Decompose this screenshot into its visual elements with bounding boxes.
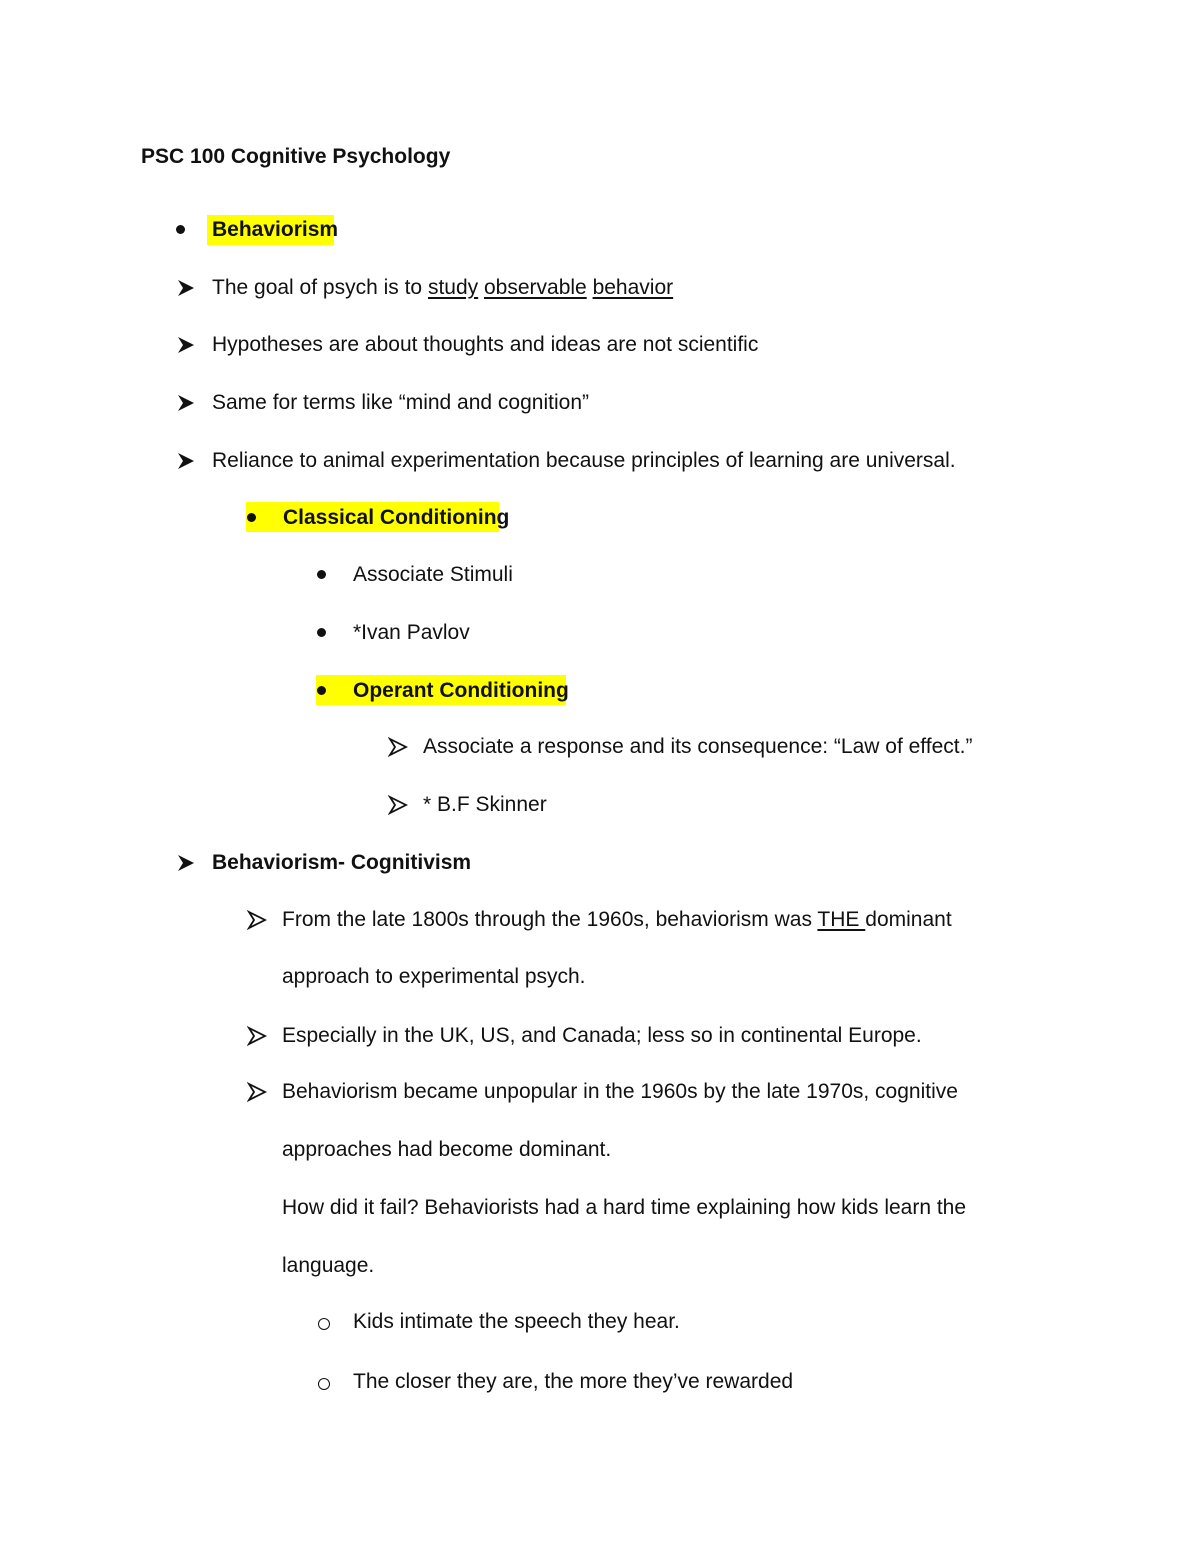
list-item: From the late 1800s through the 1960s, behaviorism was THE dominant	[282, 908, 952, 931]
bullet-dot-icon	[317, 628, 326, 637]
paragraph: language.	[282, 1254, 375, 1277]
list-item: Especially in the UK, US, and Canada; less so in continental Europe.	[282, 1024, 922, 1047]
document-title: PSC 100 Cognitive Psychology	[141, 145, 451, 168]
list-item: Reliance to animal experimentation because principles of learning are universal.	[212, 449, 956, 472]
list-item: Behaviorism became unpopular in the 1960s by the late 1970s, cognitive	[282, 1080, 958, 1103]
arrow-bullet-icon	[388, 737, 408, 757]
arrow-bullet-icon	[176, 335, 196, 355]
list-item: *Ivan Pavlov	[353, 621, 470, 644]
bullet-dot-icon	[176, 225, 185, 234]
arrow-bullet-icon	[176, 393, 196, 413]
list-item-continuation: approach to experimental psych.	[282, 965, 586, 988]
list-item: Associate a response and its consequence: “Law of effect.”	[423, 735, 973, 758]
circle-bullet-icon	[318, 1378, 330, 1390]
arrow-bullet-icon	[176, 278, 196, 298]
list-item: Kids intimate the speech they hear.	[353, 1310, 680, 1333]
arrow-bullet-icon	[176, 451, 196, 471]
arrow-bullet-icon	[247, 1082, 267, 1102]
arrow-bullet-icon	[247, 1026, 267, 1046]
list-item: The goal of psych is to study observable behavior	[212, 276, 674, 299]
list-item: Associate Stimuli	[353, 563, 513, 586]
bullet-dot-icon	[317, 570, 326, 579]
list-item: The closer they are, the more they’ve rewarded	[353, 1370, 794, 1393]
list-item: Behaviorism- Cognitivism	[212, 851, 472, 874]
paragraph: How did it fail? Behaviorists had a hard time explaining how kids learn the	[282, 1196, 967, 1219]
list-item: Same for terms like “mind and cognition”	[212, 391, 589, 414]
list-item: * B.F Skinner	[423, 793, 547, 816]
bullet-dot-icon	[317, 686, 326, 695]
bullet-dot-icon	[247, 513, 256, 522]
list-item: Hypotheses are about thoughts and ideas are not scientific	[212, 333, 759, 356]
list-item: Operant Conditioning	[353, 679, 569, 702]
list-item-continuation: approaches had become dominant.	[282, 1138, 612, 1161]
list-item: Behaviorism	[212, 218, 339, 241]
arrow-bullet-icon	[388, 795, 408, 815]
circle-bullet-icon	[318, 1318, 330, 1330]
arrow-bullet-icon	[247, 910, 267, 930]
arrow-bullet-icon	[176, 853, 196, 873]
list-item: Classical Conditioning	[283, 506, 510, 529]
